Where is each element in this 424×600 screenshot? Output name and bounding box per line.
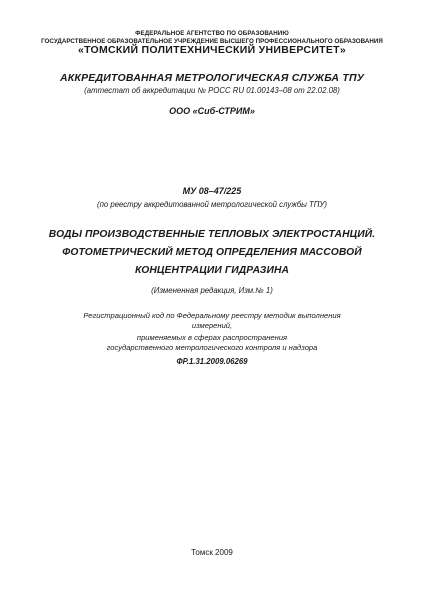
university-name: «ТОМСКИЙ ПОЛИТЕХНИЧЕСКИЙ УНИВЕРСИТЕТ»	[77, 44, 347, 56]
registration-text-line-1: Регистрационный код по Федеральному реестру методик выполнения	[83, 311, 341, 320]
edition-note: (Измененная редакция, Изм.№ 1)	[151, 286, 273, 295]
registration-text-line-4: государственного метрологического контроля и надзора	[106, 343, 318, 352]
document-title-line-3: КОНЦЕНТРАЦИИ ГИДРАЗИНА	[134, 265, 290, 276]
accreditation-certificate: (аттестат об аккредитации № РОСС RU 01.00143–08 от 22.02.08)	[84, 86, 340, 95]
company-name: ООО «Сиб-СТРИМ»	[169, 106, 255, 116]
city-year: Томск 2009	[191, 548, 233, 557]
agency-name: ФЕДЕРАЛЬНОЕ АГЕНТСТВО ПО ОБРАЗОВАНИЮ	[135, 30, 289, 37]
registration-text-line-3: применяемых в сферах распространения	[136, 333, 288, 342]
institution-type: ГОСУДАРСТВЕННОЕ ОБРАЗОВАТЕЛЬНОЕ УЧРЕЖДЕНИЕ ВЫСШЕГО ПРОФЕССИОНАЛЬНОГО ОБРАЗОВАНИЯ	[41, 38, 383, 45]
metrology-service-name: АККРЕДИТОВАННАЯ МЕТРОЛОГИЧЕСКАЯ СЛУЖБА ТПУ	[59, 72, 365, 84]
document-title-line-2: ФОТОМЕТРИЧЕСКИЙ МЕТОД ОПРЕДЕЛЕНИЯ МАССОВОЙ	[62, 247, 362, 258]
registration-code: ФР.1.31.2009.06269	[176, 357, 248, 366]
registration-text-line-2: измерений,	[191, 321, 233, 330]
method-code: МУ 08–47/225	[182, 186, 242, 196]
document-title-line-1: ВОДЫ ПРОИЗВОДСТВЕННЫЕ ТЕПЛОВЫХ ЭЛЕКТРОСТАНЦИЙ.	[48, 229, 376, 240]
registry-note: (по реестру аккредитованной метрологической службы ТПУ)	[96, 200, 328, 209]
